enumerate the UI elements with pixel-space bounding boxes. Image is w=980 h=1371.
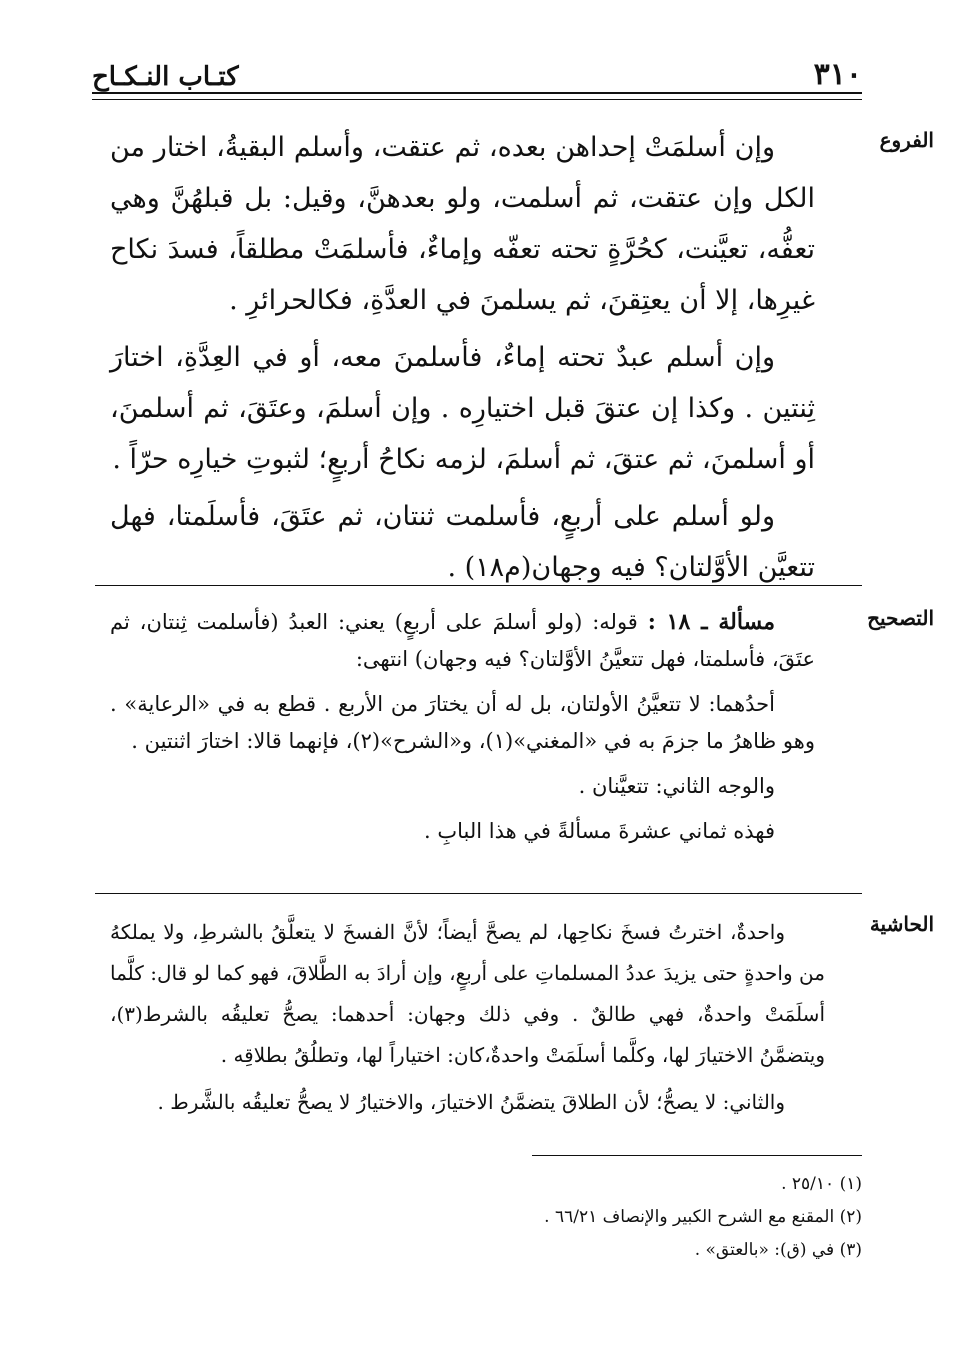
label-furoo: الفروع [879,128,934,152]
page-number: ٣١٠ [813,57,862,92]
footnote: (١) ٢٥/١٠ . [781,1174,862,1194]
hashiya-paragraph: واحدةٌ، اخترتُ فسخَ نكاحِها، لم يصحَّ أيضاً؛ لأنَّ الفسخَ لا يتعلَّقُ بالشرطِ، ولا يملكهُ من واحدةٍ حتى يزيدَ عددُ المسلماتِ على أربعٍ، وإن أرادَ به الطَّلاقَ، فهو كما لو قال: كلَّما أسلَمَتْ واحدةٌ، فهي طالقٌ . وفي ذلك وجهان: أحدهما: يصحُّ تعليقُه بالشرط(٣)، ويتضمَّنُ الاختيارَ لها، وكلَّما أسلَمَتْ واحدةٌ،كان: اختياراً لها، وتطلُقُ بطلاقِه . [110,920,825,1067]
tashih-paragraph: فهذه ثماني عشرةَ مسألةً في هذا البابِ . [424,819,775,843]
main-paragraph: وإن أسلمَتْ إحداهن بعده، ثم عتقت، وأسلم البقيةُ، اختار من الكل وإن عتقت، ثم أسلمت، ولو بعدهنَّ، وقيل: بل قبلهُنَّ وهي تعفُّه، تعيَّنت، كحُرَّةٍ تحته تعفّه وإماءٌ، فأسلمَتْ مطلقاً، فسدَ نكاح غيرِها، إلا أن يعتِقنَ، ثم يسلمنَ في العدَّةِ، فكالحرائرِ . [110,132,815,316]
label-hashiya: الحاشية [869,912,934,936]
page-header [92,52,862,92]
section-divider [95,893,862,894]
book-title: كتـاب النـكـاح [92,62,239,92]
hashiya-section [110,912,825,1129]
footnote: (٣) في (ق): «بالعتق» . [694,1240,862,1260]
label-tashih: التصحيح [867,606,934,630]
footnotes [462,1168,862,1267]
issue-text: قوله: (ولو أسلمَ على أربعٍ) يعني: العبدُ (فأسلمت ثِنتان، ثم عتَقَ، فأسلمتا، فهل تتعيَّنُ الأوَّلتان؟ فيه وجهان) انتهى: [110,610,815,671]
main-paragraph: وإن أسلم عبدٌ تحته إماءٌ، فأسلمنَ معه، أو في العِدَّةِ، اختارَ ثِنتين . وكذا إن عتقَ قبل اختيارِه . وإن أسلمَ، وعتَقَ، ثم أسلمنَ، أو أسلمنَ، ثم عتقَ، ثم أسلمَ، لزمه نكاحُ أربعٍ؛ لثبوتِ خيارِه حرّاً . [110,342,815,475]
main-text [110,122,815,599]
header-rule [92,92,862,100]
issue-heading: مسألة ـ ١٨ : [647,609,775,635]
footnote-separator [532,1155,862,1156]
section-divider [95,585,862,586]
tashih-intro [110,604,815,678]
hashiya-paragraph: والثاني: لا يصحُّ؛ لأن الطلاقَ يتضمَّنُ الاختيارَ، والاختيارُ لا يصحُّ تعليقُه بالشَّرط . [157,1090,785,1114]
footnote: (٢) المقنع مع الشرح الكبير والإنصاف ٦٦/٢١ . [544,1207,862,1227]
tashih-section [110,604,815,858]
main-paragraph: ولو أسلم على أربعٍ، فأسلمت ثنتان، ثم عتَقَ، فأسلَمتا، فهل تتعيَّن الأوَّلتان؟ فيه وجهان(م١٨) . [110,501,815,583]
tashih-paragraph: والوجه الثاني: تتعيَّنان . [578,774,775,798]
tashih-paragraph: أحدُهما: لا تتعيَّنُ الأولتان، بل له أن يختارَ من الأربع . قطع به في «الرعاية» . وهو ظاهرُ ما جزمَ به في «المغني»(١)، و«الشرح»(٢)، فإنهما قالا: اختارَ اثنتين . [110,692,815,753]
